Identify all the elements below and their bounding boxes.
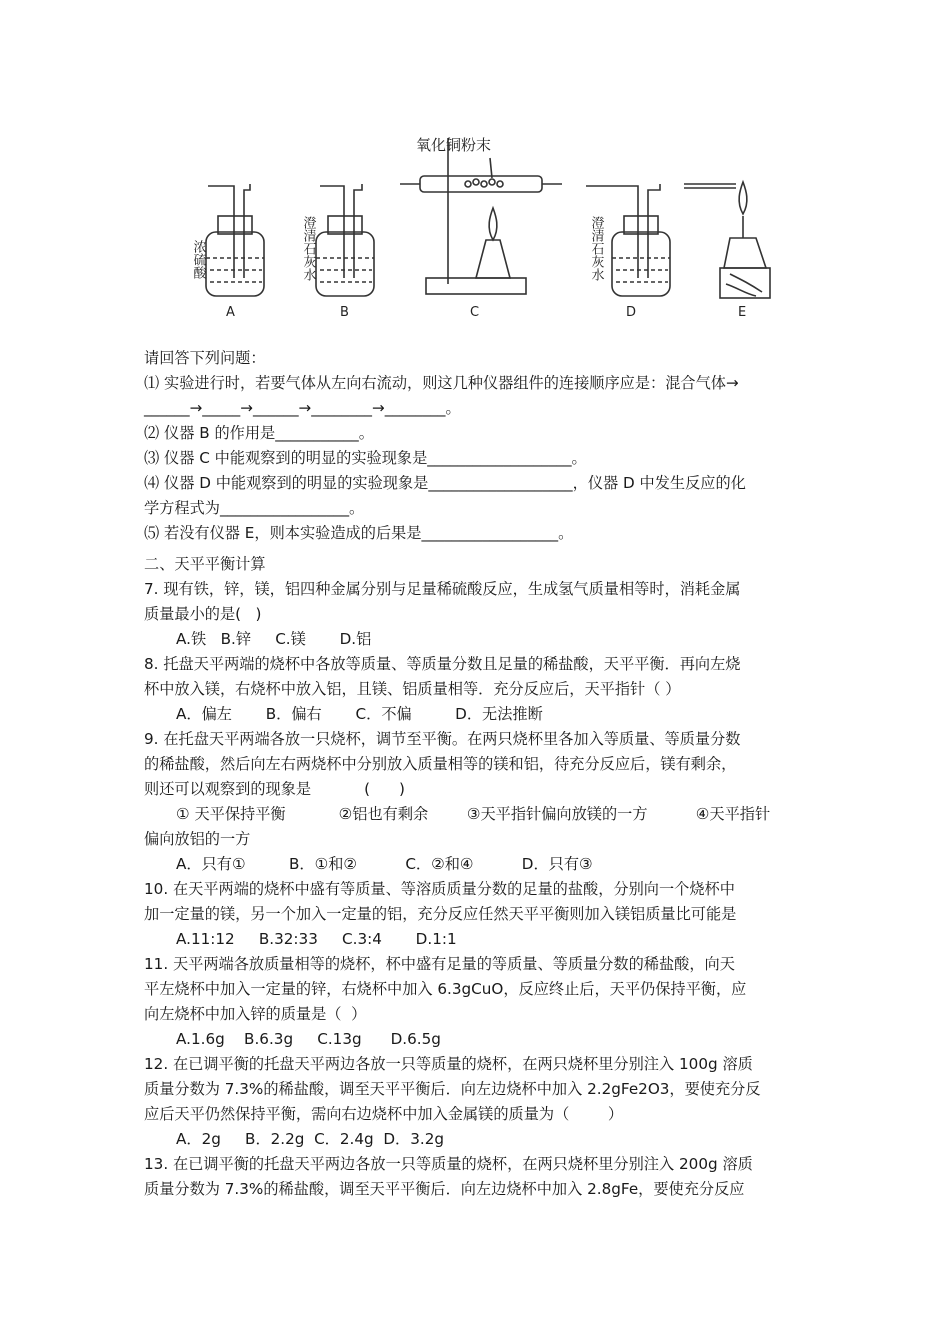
text-line: 请回答下列问题： — [144, 349, 266, 367]
question-8-line: 8. 托盘天平两端的烧杯中各放等质量、等质量分数且足量的稀盐酸，天平平衡．再向左烧 — [144, 655, 741, 673]
stand-base-c — [426, 278, 526, 294]
text-line: 则还可以观察到的现象是 ( ) — [144, 780, 405, 798]
letter-d: D — [626, 305, 637, 320]
question-10-line: 10. 在天平两端的烧杯中盛有等质量、等溶质质量分数的足量的盐酸，分别向一个烧杯中 — [144, 880, 735, 898]
text-line: ⑴ 实验进行时，若要气体从左向右流动，则这几种仪器组件的连接顺序应是：混合气体→ — [144, 374, 739, 392]
letter-b: B — [340, 305, 349, 320]
label-b: 澄清石灰水 — [300, 216, 316, 281]
apparatus-figure — [190, 128, 790, 328]
question-13-line: 13. 在已调平衡的托盘天平两边各放一只等质量的烧杯，在两只烧杯里分别注入 200g 溶质 — [144, 1155, 753, 1173]
options-line: ① 天平保持平衡 ②铝也有剩余 ③天平指针偏向放镁的一方 ④天平指针 — [176, 805, 771, 823]
question-12-line: 12. 在已调平衡的托盘天平两边各放一只等质量的烧杯，在两只烧杯里分别注入 100g 溶质 — [144, 1055, 753, 1073]
text-line: 学方程式为_________________。 — [144, 499, 365, 517]
options-line: A．2g B．2.2g C．2.4g D．3.2g — [176, 1130, 444, 1148]
bottle-b — [316, 232, 374, 296]
burner-c — [476, 240, 510, 278]
options-line: A.1.6g B.6.3g C.13g D.6.5g — [176, 1030, 441, 1048]
letter-a: A — [226, 305, 235, 320]
text-line: 质量分数为 7.3%的稀盐酸，调至天平平衡后．向左边烧杯中加入 2.2gFe2O3，要使充分反 — [144, 1080, 761, 1098]
question-9-line: 9. 在托盘天平两端各放一只烧杯，调节至平衡。在两只烧杯里各加入等质量、等质量分数 — [144, 730, 741, 748]
letter-e: E — [738, 305, 747, 320]
apparatus-diagram — [190, 128, 790, 328]
copper-oxide-label: 氧化铜粉末 — [416, 136, 492, 154]
question-7-line: 7. 现有铁，锌，镁，铝四种金属分别与足量稀硫酸反应，生成氢气质量相等时，消耗金属 — [144, 580, 741, 598]
text-line: 平左烧杯中加入一定量的锌，右烧杯中加入 6.3gCuO，反应终止后，天平仍保持平衡，应 — [144, 980, 747, 998]
question-text — [144, 346, 814, 1202]
text-line: 杯中放入镁，右烧杯中放入铝，且镁、铝质量相等．充分反应后，天平指针（ ） — [144, 680, 681, 698]
options-line: A．只有① B．①和② C．②和④ D．只有③ — [176, 855, 593, 873]
options-line: A.11:12 B.32:33 C.3:4 D.1:1 — [176, 930, 457, 948]
letter-c: C — [470, 305, 480, 320]
burner-e — [724, 238, 766, 268]
text-line: 偏向放铝的一方 — [144, 830, 251, 848]
section-heading: 二、天平平衡计算 — [144, 555, 266, 573]
block-e — [720, 268, 770, 298]
text-line: 向左烧杯中加入锌的质量是（ ） — [144, 1005, 367, 1023]
bottle-d — [612, 232, 670, 296]
question-11-line: 11. 天平两端各放质量相等的烧杯，杯中盛有足量的等质量、等质量分数的稀盐酸，向天 — [144, 955, 735, 973]
label-d: 澄清石灰水 — [588, 216, 604, 281]
text-line: 质量分数为 7.3%的稀盐酸，调至天平平衡后．向左边烧杯中加入 2.8gFe，要使充分反应 — [144, 1180, 745, 1198]
text-line: 应后天平仍然保持平衡，需向右边烧杯中加入金属镁的质量为（ ） — [144, 1105, 624, 1123]
text-line: ⑷ 仪器 D 中能观察到的明显的实验现象是___________________，仪器 D 中发生反应的化 — [144, 474, 746, 492]
text-line: 质量最小的是( ) — [144, 605, 262, 623]
text-line: ⑶ 仪器 C 中能观察到的明显的实验现象是___________________。 — [144, 449, 587, 467]
text-line: 加一定量的镁，另一个加入一定量的铝，充分反应任然天平平衡则加入镁铝质量比可能是 — [144, 905, 737, 923]
label-a: 浓硫酸 — [190, 240, 206, 279]
options-line: A．偏左 B．偏右 C．不偏 D．无法推断 — [176, 705, 543, 723]
text-line: ⑵ 仪器 B 的作用是___________。 — [144, 424, 374, 442]
options-line: A.铁 B.锌 C.镁 D.铝 — [176, 630, 372, 648]
bottle-a — [206, 232, 264, 296]
text-line: 的稀盐酸，然后向左右两烧杯中分别放入质量相等的镁和铝，待充分反应后，镁有剩余， — [144, 755, 737, 773]
text-line: ______→_____→______→________→________。 — [144, 399, 461, 417]
text-line: ⑸ 若没有仪器 E，则本实验造成的后果是__________________。 — [144, 524, 574, 542]
